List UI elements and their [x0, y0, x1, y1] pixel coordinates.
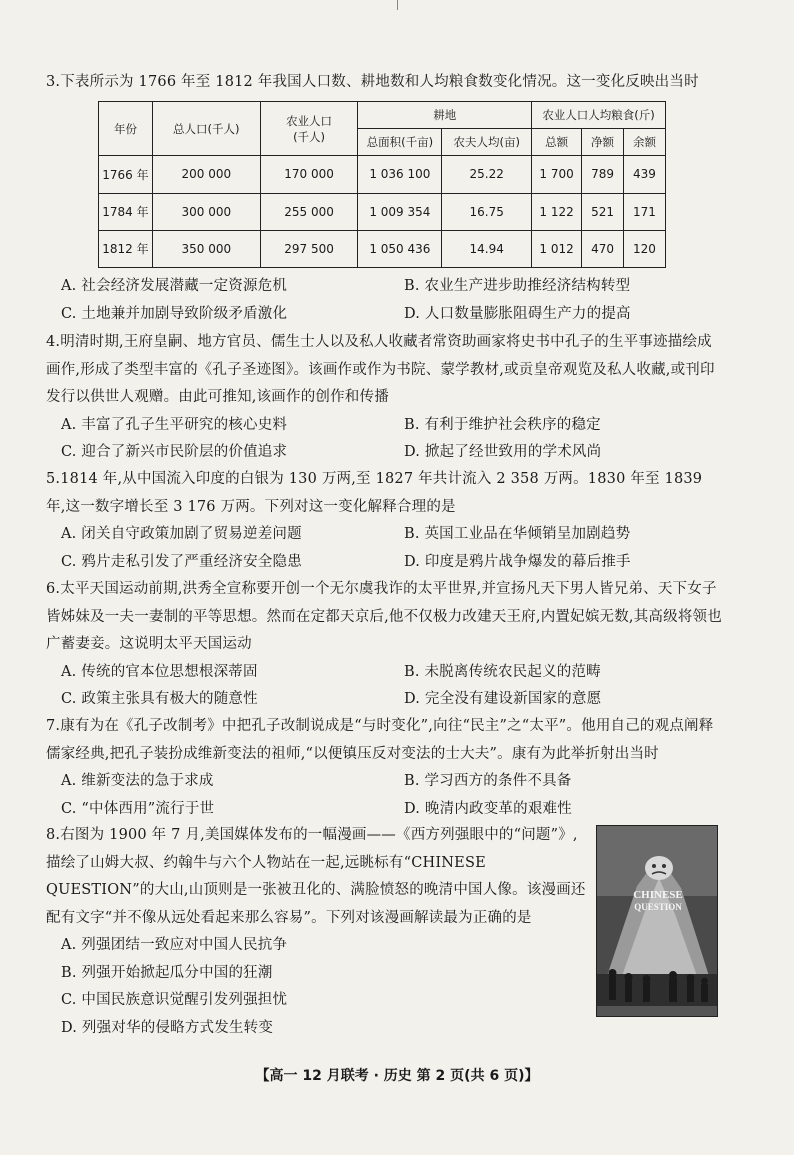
population-table — [98, 101, 666, 268]
cartoon-label-chinese: CHINESE — [633, 889, 683, 901]
question-8 — [46, 822, 586, 1042]
header-agri-population — [260, 102, 358, 156]
cell-land-per: 14.94 — [442, 230, 532, 267]
cell-grain-surplus: 120 — [623, 230, 665, 267]
question-5 — [46, 466, 726, 576]
cell-year: 1812 年 — [99, 230, 153, 267]
q5-option-a[interactable]: A. 闭关自守政策加剧了贸易逆差问题 — [61, 526, 302, 542]
q8-option-a[interactable]: A. 列强团结一致应对中国人民抗争 — [61, 937, 288, 953]
page-footer: 【高一 12 月联考 · 历史 第 2 页(共 6 页)】 — [255, 1068, 539, 1084]
cell-agri-population: 170 000 — [260, 156, 358, 193]
cell-grain-net: 789 — [582, 156, 624, 193]
q3-option-b[interactable]: B. 农业生产进步助推经济结构转型 — [404, 278, 631, 294]
q6-option-c[interactable]: C. 政策主张具有极大的随意性 — [61, 691, 258, 707]
q4-option-b[interactable]: B. 有利于维护社会秩序的稳定 — [404, 416, 601, 433]
q8-option-b[interactable]: B. 列强开始掀起瓜分中国的狂潮 — [61, 964, 273, 981]
cell-year: 1766 年 — [99, 156, 153, 193]
q5-option-b[interactable]: B. 英国工业品在华倾销呈加剧趋势 — [404, 526, 631, 542]
q6-option-a[interactable]: A. 传统的官本位思想根深蒂固 — [61, 663, 258, 680]
table-body — [99, 156, 666, 268]
cell-agri-population: 255 000 — [260, 193, 358, 230]
cartoon-image — [596, 825, 718, 1017]
q3-option-d[interactable]: D. 人口数量膨胀阻碍生产力的提高 — [404, 305, 631, 322]
cell-grain-surplus: 171 — [623, 193, 665, 230]
question-8-stem: 8.右图为 1900 年 7 月,美国媒体发布的一幅漫画——《西方列强眼中的“问题”》,描绘了山姆大叔、约翰牛与六个人物站在一起,远眺标有“CHINESE QUESTION”的大山,山顶则是一张被丑化的、满脸愤怒的晚清中国人像。该漫画还配有文字“并不像从远处看起来那么容易”。下列对该漫画解读最为正确的是 — [46, 827, 586, 926]
cell-land-area: 1 009 354 — [358, 193, 442, 230]
question-4-stem: 4.明清时期,王府皇嗣、地方官员、儒生士人以及私人收藏者常资助画家将史书中孔子的生平事迹描绘成画作,形成了类型丰富的《孔子圣迹图》。该画作或作为书院、蒙学教材,或贡皇帝观览及私人收藏,或刊印发行以供世人观赠。由此可推知,该画作的创作和传播 — [46, 334, 715, 405]
header-land-area: 总面积(千亩) — [358, 129, 442, 156]
cell-total-population: 300 000 — [152, 193, 260, 230]
cell-grain-surplus: 439 — [623, 156, 665, 193]
header-year: 年份 — [99, 102, 153, 156]
table-row — [99, 193, 666, 230]
cartoon-drawing — [597, 826, 718, 1017]
q3-option-c[interactable]: C. 土地兼并加剧导致阶级矛盾激化 — [61, 305, 288, 322]
header-grain-net: 净额 — [582, 129, 624, 156]
cell-grain-net: 521 — [582, 193, 624, 230]
question-3 — [46, 69, 726, 97]
header-agri-label: 农业人口 — [286, 113, 333, 128]
q7-option-d[interactable]: D. 晚清内政变革的艰难性 — [404, 800, 572, 817]
cell-total-population: 200 000 — [152, 156, 260, 193]
question-5-stem: 5.1814 年,从中国流入印度的白银为 130 万两,至 1827 年共计流入 2 358 万两。1830 年至 1839 年,这一数字增长至 3 176 万两。下列对这一变化解释合理的是 — [46, 471, 703, 515]
cell-total-population: 350 000 — [152, 230, 260, 267]
cell-land-per: 16.75 — [442, 193, 532, 230]
question-7-stem: 7.康有为在《孔子改制考》中把孔子改制说成是“与时变化”,向往“民主”之“太平”。他用自己的观点阐释儒家经典,把孔子装扮成维新变法的祖师,“以便镇压反对变法的士大夫”。康有为此举折射出当时 — [46, 718, 714, 762]
header-grain-total: 总额 — [532, 129, 582, 156]
cell-agri-population: 297 500 — [260, 230, 358, 267]
q8-option-c[interactable]: C. 中国民族意识觉醒引发列强担忧 — [61, 992, 288, 1008]
q6-option-d[interactable]: D. 完全没有建设新国家的意愿 — [404, 691, 602, 707]
table-row — [99, 156, 666, 193]
header-agri-unit: (千人) — [293, 129, 326, 144]
q5-option-d[interactable]: D. 印度是鸦片战争爆发的幕后推手 — [404, 553, 631, 570]
cell-grain-net: 470 — [582, 230, 624, 267]
question-3-options — [46, 273, 726, 328]
question-7 — [46, 713, 726, 823]
header-grain-surplus: 余额 — [623, 129, 665, 156]
q7-option-c[interactable]: C. “中体西用”流行于世 — [61, 800, 215, 817]
header-land-per: 农夫人均(亩) — [442, 129, 532, 156]
cell-year: 1784 年 — [99, 193, 153, 230]
cell-grain-total: 1 700 — [532, 156, 582, 193]
question-6-stem: 6.太平天国运动前期,洪秀全宣称要开创一个无尔虞我诈的太平世界,并宣扬凡天下男人皆兄弟、天下女子皆姊妹及一夫一妻制的平等思想。然而在定都天京后,他不仅极力改建天王府,内置妃嫔无数,其高级将领也广蓄妻妾。这说明太平天国运动 — [46, 581, 722, 652]
question-6 — [46, 576, 726, 714]
q4-option-d[interactable]: D. 掀起了经世致用的学术风尚 — [404, 444, 602, 460]
question-4 — [46, 329, 726, 467]
q7-option-a[interactable]: A. 维新变法的急于求成 — [61, 773, 214, 789]
cell-land-area: 1 036 100 — [358, 156, 442, 193]
cell-grain-total: 1 122 — [532, 193, 582, 230]
cell-land-per: 25.22 — [442, 156, 532, 193]
cartoon-label-question: QUESTION — [634, 902, 682, 912]
q5-option-c[interactable]: C. 鸦片走私引发了严重经济安全隐患 — [61, 553, 302, 570]
table-row — [99, 230, 666, 267]
fold-mark — [397, 0, 398, 10]
q4-option-c[interactable]: C. 迎合了新兴市民阶层的价值追求 — [61, 444, 288, 460]
header-grain: 农业人口人均粮食(斤) — [532, 102, 666, 129]
cell-land-area: 1 050 436 — [358, 230, 442, 267]
q8-option-d[interactable]: D. 列强对华的侵略方式发生转变 — [61, 1019, 274, 1036]
q7-option-b[interactable]: B. 学习西方的条件不具备 — [404, 773, 572, 789]
header-farmland: 耕地 — [358, 102, 532, 129]
q3-option-a[interactable]: A. 社会经济发展潜藏一定资源危机 — [61, 278, 288, 294]
header-total-population: 总人口(千人) — [152, 102, 260, 156]
q4-option-a[interactable]: A. 丰富了孔子生平研究的核心史料 — [61, 416, 288, 433]
q6-option-b[interactable]: B. 未脱离传统农民起义的范畴 — [404, 663, 601, 680]
cell-grain-total: 1 012 — [532, 230, 582, 267]
question-3-stem: 3.下表所示为 1766 年至 1812 年我国人口数、耕地数和人均粮食数变化情况。这一变化反映出当时 — [46, 74, 699, 90]
